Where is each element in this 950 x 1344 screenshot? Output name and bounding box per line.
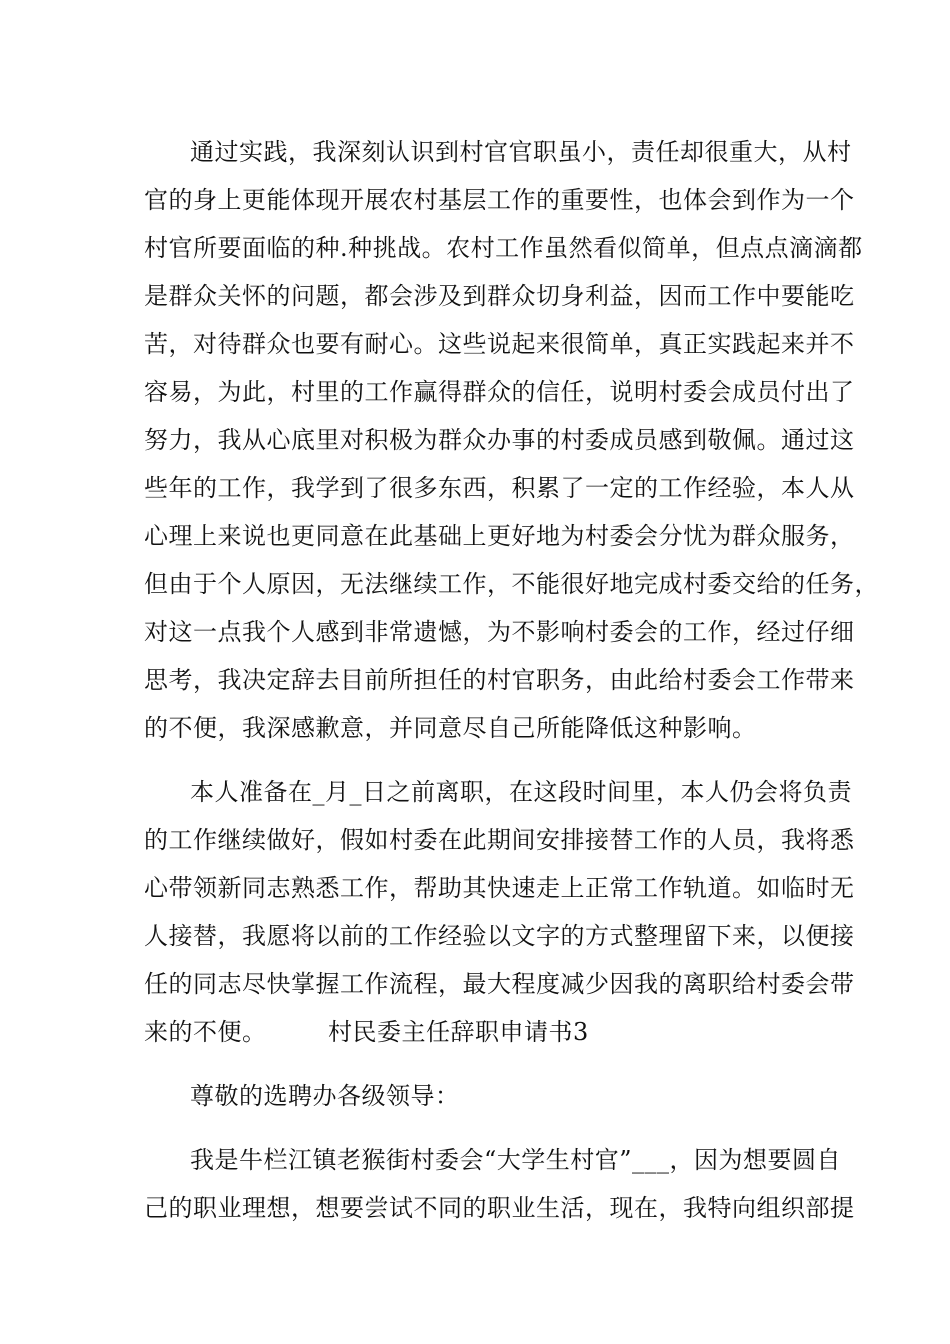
- paragraph-1-line-10: 但由于个人原因，无法继续工作，不能很好地完成村委交给的任务，: [144, 570, 879, 598]
- salutation: 尊敬的选聘办各级领导：: [190, 1082, 460, 1110]
- paragraph-1-line-3: 村官所要面临的种.种挑战。农村工作虽然看似简单，但点点滴滴都: [144, 234, 863, 262]
- paragraph-3-line-2: 己的职业理想，想要尝试不同的职业生活，现在，我特向组织部提: [144, 1194, 855, 1222]
- paragraph-1-line-11: 对这一点我个人感到非常遗憾，为不影响村委会的工作，经过仔细: [144, 618, 855, 646]
- paragraph-2-line-2: 的工作继续做好，假如村委在此期间安排接替工作的人员，我将悉: [144, 826, 855, 854]
- paragraph-2-line-1: 本人准备在_月_日之前离职，在这段时间里，本人仍会将负责: [190, 778, 852, 806]
- paragraph-1-line-9: 心理上来说也更同意在此基础上更好地为村委会分忧为群众服务，: [144, 522, 855, 550]
- paragraph-1-line-4: 是群众关怀的问题，都会涉及到群众切身利益，因而工作中要能吃: [144, 282, 855, 310]
- paragraph-2-line-4: 人接替，我愿将以前的工作经验以文字的方式整理留下来，以便接: [144, 922, 855, 950]
- paragraph-1-line-8: 些年的工作，我学到了很多东西，积累了一定的工作经验，本人从: [144, 474, 855, 502]
- paragraph-1-line-13: 的不便，我深感歉意，并同意尽自己所能降低这种影响。: [144, 714, 757, 742]
- paragraph-2-line-3: 心带领新同志熟悉工作，帮助其快速走上正常工作轨道。如临时无: [144, 874, 855, 902]
- paragraph-2-line-6: 来的不便。 村民委主任辞职申请书3: [144, 1018, 589, 1046]
- paragraph-3-line-1: 我是牛栏江镇老猴街村委会“大学生村官”___，因为想要圆自: [190, 1146, 842, 1174]
- paragraph-2-line-5: 任的同志尽快掌握工作流程，最大程度减少因我的离职给村委会带: [144, 970, 855, 998]
- paragraph-1-line-1: 通过实践，我深刻认识到村官官职虽小，责任却很重大，从村: [190, 138, 852, 166]
- paragraph-1-line-7: 努力，我从心底里对积极为群众办事的村委成员感到敬佩。通过这: [144, 426, 855, 454]
- paragraph-1-line-6: 容易，为此，村里的工作赢得群众的信任，说明村委会成员付出了: [144, 378, 855, 406]
- paragraph-1-line-5: 苦，对待群众也要有耐心。这些说起来很简单，真正实践起来并不: [144, 330, 855, 358]
- paragraph-1-line-2: 官的身上更能体现开展农村基层工作的重要性，也体会到作为一个: [144, 186, 855, 214]
- paragraph-1-line-12: 思考，我决定辞去目前所担任的村官职务，由此给村委会工作带来: [144, 666, 855, 694]
